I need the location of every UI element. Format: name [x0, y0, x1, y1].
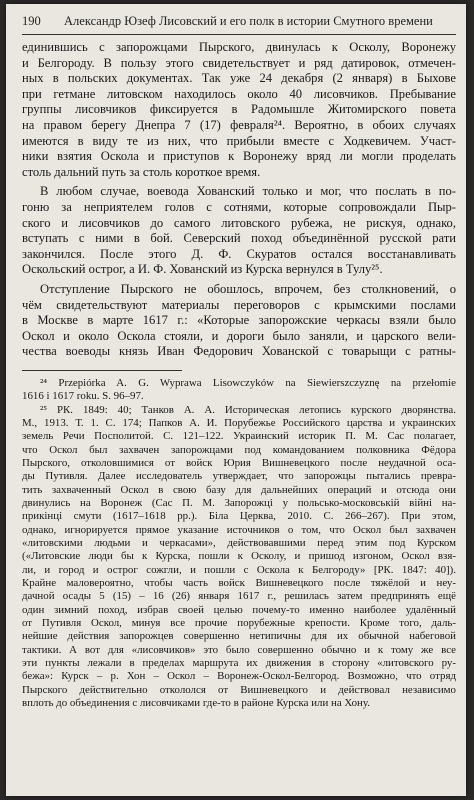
text-line: имеются в виду те из них, что прибыли вместе с Ходкевичем. Участ- [22, 133, 456, 148]
running-title: Александр Юзеф Лисовский и его полк в истории Смутного времени [64, 14, 433, 28]
text-line: вступать с ними в бой. Северский поход объединённой русской рати [22, 231, 456, 246]
text-line: Оскол и около Оскола стояли, и дороги было заняли, и царского вели- [22, 328, 456, 343]
text-line: ского и лисовчиков до самого литовского рубежа, не рискуя, однако, [22, 215, 456, 230]
footnote-line: бежа»: Курск – р. Хон – Оскол – Воронеж-Оскол-Белгород. Возможно, что отряд [22, 670, 456, 683]
text-line: на правом берегу Днепра 7 (17) февраля²⁴. Вероятно, в обоих случаях [22, 117, 456, 132]
page-body [22, 40, 456, 710]
footnote-line: земель Речи Посполитой. С. 121–122. Украинский историк П. М. Сас полагает, [22, 430, 456, 443]
footnote-line: двинулись на Воронеж (Сас П. М. Запорожці у польсько-московській війні на- [22, 496, 456, 509]
text-line: в Москве в марте 1617 г.: «Которые запорожские черкасы взяли было [22, 313, 456, 328]
footnote-line: дачной осады 5 (15) – 16 (26) января 1617 г., решилась затем предпринять ещё [22, 590, 456, 603]
text-line: единившись с запорожцами Пырского, двинулась к Осколу, Воронежу [22, 40, 456, 54]
footnote-line: «литовскими людьми и черкасами», действовавшими перед этим под Курском [22, 537, 456, 549]
footnote-line: («Литовские люди бы к Курска, пошли к Осколу, и пришод изгоном, Оскол взя- [22, 550, 456, 563]
book-page [6, 4, 466, 796]
footnote-line: ли, и город и острог сожгли, и пошли с Оскола к Белгороду» [РК. 1847: 40]). [22, 563, 456, 576]
footnote-line: тактики. А вот для «лисовчиков» это было совершенно обычно и к тому же все [22, 643, 456, 656]
footnote-line: Пырского действительно откололся от Вишневецкого и действовал независимо [22, 683, 456, 696]
text-line: Оскольский острог, а И. Ф. Хованский из Курска вернулся в Тулу²⁵. [22, 262, 383, 277]
running-header [22, 12, 456, 35]
footnote-line: 1616 i 1617 roku. S. 96–97. [22, 390, 144, 403]
text-line: чества воеводы князь Иван Федорович Хованской с товарыщи с ратны- [22, 344, 456, 359]
text-line: чём свидетельствуют материалы переговоров с крымскими послами [22, 297, 456, 312]
footnote-line: тить захваченный Оскол в свою базу для дальнейших операций и отсюда они [22, 483, 456, 496]
footnote-line: Крайне маловероятно, чтобы часть войск Вишневецкого после тяжёлой и неу- [22, 577, 456, 590]
footnote-line: ²⁴ Przepiórka A. G. Wyprawa Lisowczyków na Siewierszczyznę na przełomie [40, 376, 456, 389]
text-line: и Белгороду. В пользу этого свидетельствует и ряд датировок, отмечен- [22, 55, 456, 70]
paragraph-3 [22, 282, 456, 360]
footnote-line: ²⁵ РК. 1849: 40; Танков А. А. Историческая летопись курского дворянства. [40, 403, 456, 416]
text-line: столь дальний путь за столь короткое время. [22, 164, 261, 179]
footnote-line: Пырского, отколовшимися от войск Юрия Вишневецкого после неудачной оса- [22, 456, 456, 469]
footnote-divider [22, 370, 182, 371]
text-line: гоню за неприятелем голов с сотнями, которые сопровождали Пыр- [22, 199, 456, 214]
footnote-line: что Оскол был захвачен запорожцами под командованием полковника Фёдора [22, 443, 456, 456]
footnote-line: эти пункты лежали в пределах маршрута их движения в сторону «литовского ру- [22, 657, 456, 670]
text-line: Отступление Пырского не обошлось, впрочем, без столкновений, о [40, 281, 456, 296]
text-line: ники взятия Оскола и приступов к Воронежу вряд ли могли проделать [22, 149, 456, 164]
text-line: ных в польских документах. Так уже 24 декабря (2 января) в Быхове [22, 71, 456, 86]
paragraph-1 [22, 40, 456, 180]
footnote-line: М., 1913. Т. 1. С. 174; Папков А. И. Порубежье Российского царства и украинских [22, 416, 456, 429]
text-line: В любом случае, воевода Хованский только и мог, что послать в по- [40, 184, 456, 199]
text-line: при гетмане литовском находилось около 40 лисовчиков. Пребывание [22, 86, 456, 101]
footnote-25 [22, 404, 456, 711]
footnote-24 [22, 377, 456, 404]
page-number: 190 [22, 14, 41, 28]
footnote-line: нейшие действия запорожцев совершенно нетипичны для их обычной набеговой [22, 630, 456, 643]
footnote-line: вплоть до объединения с лисовчиками где-то в районе Курска или на Хону. [22, 697, 370, 710]
text-line: закончился. После этого Д. Ф. Скуратов остался восстанавливать [22, 246, 456, 261]
paragraph-2 [22, 184, 456, 278]
footnote-line: прикінці смути (1617–1618 рр.). Біла Церква, 2010. С. 266–267). При этом, [22, 510, 456, 523]
footnote-line: однако, игнорируется прямое указание источников о том, что Оскол был захвачен [22, 523, 456, 536]
footnote-line: ды Путивля. Далее исследователь утверждает, что запорожцы пытались превра- [22, 470, 456, 483]
footnote-line: один зимний поход, избрав своей целью почему-то именно наиболее удалённый [22, 603, 456, 616]
footnote-line: от Путивля Оскол, минуя все прочие порубежные крепости. Кроме того, даль- [22, 617, 456, 630]
text-line: группы лисовчиков фиксируется в Радомышле Житомирского повета [22, 102, 456, 117]
